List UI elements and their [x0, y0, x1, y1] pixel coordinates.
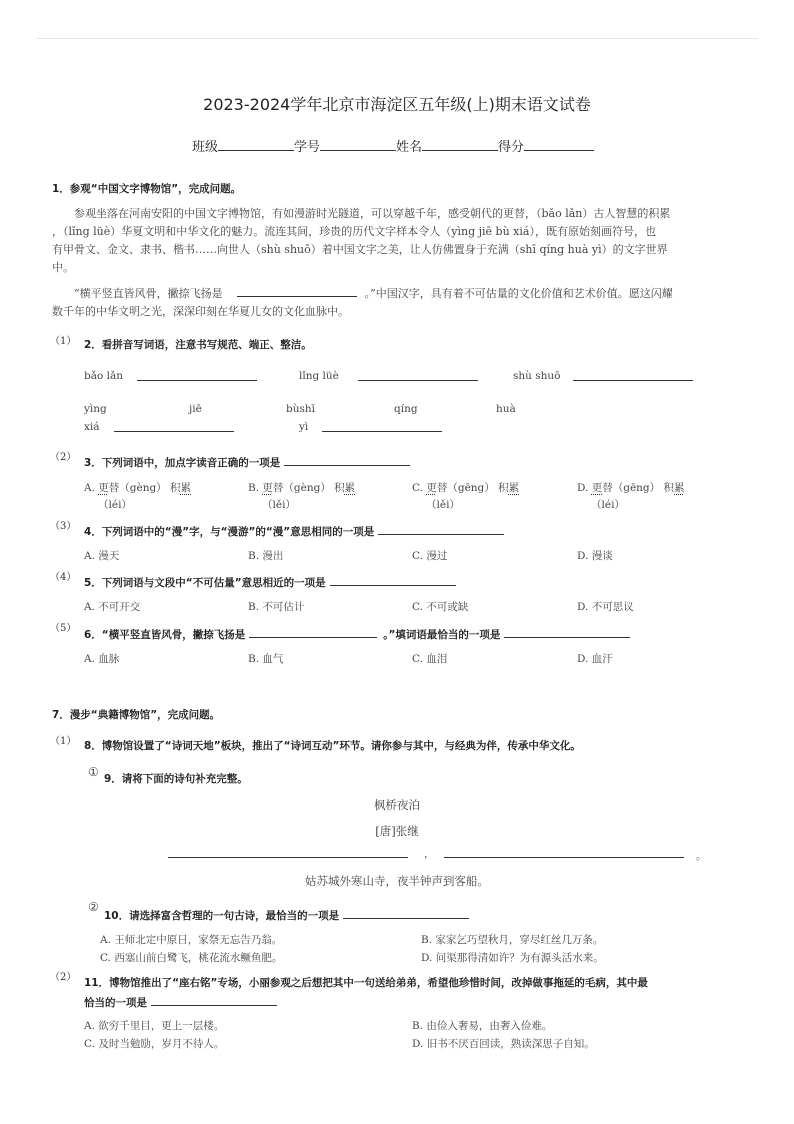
passage-line: 数千年的中华文明之光，深深印刻在华夏儿女的文化血脉中。: [52, 305, 349, 318]
name-label: 姓名: [396, 140, 423, 155]
option-a[interactable]: A. 王师北定中原日，家祭无忘告乃翁。: [100, 934, 283, 946]
option-c[interactable]: C. 血泪: [412, 653, 448, 665]
sub-question-number: （1）: [50, 736, 77, 747]
option-a[interactable]: A. 血脉: [84, 653, 120, 665]
question-11-text: 11．博物馆推出了“座右铭”专场，小丽参观之后想把其中一句送给弟弟，希望他珍惜时间，改掉做事拖延的毛病，其中最: [84, 977, 648, 989]
option-d[interactable]: D. 血汗: [577, 653, 613, 665]
pinyin-text: yìng: [84, 403, 107, 415]
question-11-text: [84, 994, 277, 1010]
answer-blank[interactable]: [249, 626, 377, 638]
passage-line: 有甲骨文、金文、隶书、楷书……向世人（shù shuō）着中国文字之美，让人仿佛置身于充满（shī qíng huà yì）的文字世界: [52, 243, 668, 256]
question-3-text: [84, 454, 410, 470]
option-c[interactable]: C. 更替（gēng） 积累: [412, 482, 520, 494]
question-text: 恰当的一项是: [84, 997, 147, 1009]
question-8-text: 8．博物馆设置了“诗词天地”板块，推出了“诗词互动”环节。请你参与其中，与经典为伴，传承中华文化。: [84, 740, 581, 752]
question-2-text: 2．看拼音写词语，注意书写规范、端正、整洁。: [84, 339, 312, 351]
circle-1-marker: ①: [88, 765, 99, 779]
pinyin-text: lǐng lüè: [299, 370, 339, 382]
sub-question-number: （2）: [50, 972, 77, 983]
passage-line: 中。: [52, 261, 74, 274]
header-rule: [36, 38, 758, 39]
option-d[interactable]: D. 旧书不厌百回读，熟读深思子自知。: [412, 1038, 595, 1050]
pinyin-text: bǎo lǎn: [84, 370, 124, 382]
option-d[interactable]: D. 更替（gēng） 积累: [577, 482, 685, 494]
passage-text: 。”中国汉字，具有着不可估量的文化价值和艺术价值。愿这闪耀: [364, 287, 673, 300]
answer-blank[interactable]: [573, 369, 693, 384]
sub-question-number: （1）: [50, 336, 77, 347]
answer-blank[interactable]: [504, 626, 630, 638]
option-a[interactable]: A. 欲穷千里目，更上一层楼。: [84, 1020, 225, 1032]
score-field[interactable]: [524, 139, 594, 151]
option-b[interactable]: B. 更替（gèng） 积累: [248, 482, 356, 494]
answer-blank[interactable]: [330, 574, 456, 586]
question-text: 5．下列词语与文段中“不可估量”意思相近的一项是: [84, 577, 326, 589]
option-c[interactable]: C. 及时当勉励，岁月不待人。: [84, 1038, 225, 1050]
answer-blank[interactable]: [137, 369, 257, 384]
sub-question-number: （2）: [50, 452, 77, 463]
poem-author: [唐]张继: [375, 824, 419, 838]
question-text: 10．请选择富含哲理的一句古诗，最恰当的一项是: [104, 910, 340, 922]
answer-blank[interactable]: [322, 420, 442, 435]
student-no-field[interactable]: [320, 139, 396, 151]
answer-blank[interactable]: [378, 523, 504, 535]
question-6-text: [84, 626, 630, 642]
pinyin-text: qíng: [394, 403, 418, 415]
option-b[interactable]: B. 血气: [248, 653, 284, 665]
poem-comma: ，: [424, 848, 435, 860]
option-d-pinyin: （léi）: [591, 499, 625, 511]
poem-blank-1[interactable]: [168, 846, 408, 861]
answer-blank[interactable]: [237, 285, 357, 297]
answer-blank[interactable]: [358, 369, 478, 384]
question-7-heading: 7．漫步“典籍博物馆”，完成问题。: [52, 709, 221, 721]
option-c[interactable]: C. 不可或缺: [412, 601, 469, 613]
question-text: 4．下列词语中的“漫”字，与“漫游”的“漫”意思相同的一项是: [84, 526, 375, 538]
poem-period: 。: [696, 850, 707, 862]
passage-line: [74, 284, 673, 303]
sub-question-number: （3）: [50, 521, 77, 532]
option-a[interactable]: A. 更替（gèng） 积累: [84, 482, 192, 494]
pinyin-text: shù shuō: [513, 370, 561, 382]
poem-line: 姑苏城外寒山寺，夜半钟声到客船。: [305, 874, 489, 888]
question-text: 。”填词语最恰当的一项是: [383, 629, 501, 641]
sub-question-number: （5）: [50, 623, 77, 634]
option-b[interactable]: B. 不可估计: [248, 601, 305, 613]
answer-blank[interactable]: [151, 994, 277, 1006]
exam-title: 2023-2024学年北京市海淀区五年级(上)期末语文试卷: [203, 95, 591, 114]
class-label: 班级: [192, 140, 219, 155]
option-d[interactable]: D. 漫谈: [577, 550, 613, 562]
option-b[interactable]: B. 由俭入奢易，由奢入俭难。: [412, 1020, 553, 1032]
question-text: 3．下列词语中，加点字读音正确的一项是: [84, 457, 281, 469]
option-b-pinyin: （lěi）: [262, 499, 296, 511]
passage-text: “横平竖直皆风骨，撇捺飞扬是: [74, 287, 223, 300]
poem-title: 枫桥夜泊: [374, 798, 420, 812]
option-c[interactable]: C. 西塞山前白鹭飞，桃花流水鳜鱼肥。: [100, 952, 283, 964]
question-text: 6．“横平竖直皆风骨，撇捺飞扬是: [84, 629, 246, 641]
passage-line: 参观坐落在河南安阳的中国文字博物馆，有如漫游时光隧道，可以穿越千年，感受朝代的更替，（bǎo lǎn）古人智慧的积累: [74, 207, 671, 220]
poem-blank-2[interactable]: [444, 846, 684, 861]
option-a[interactable]: A. 不可开交: [84, 601, 141, 613]
class-field[interactable]: [218, 139, 294, 151]
passage-line: ，（lǐng lüè）华夏文明和中华文化的魅力。流连其间，珍贵的历代文字样本令人（yìng jiē bù xiá），既有原始刻画符号，也: [52, 225, 656, 238]
question-5-text: [84, 574, 456, 590]
option-c-pinyin: （lěi）: [426, 499, 460, 511]
option-a-pinyin: （léi）: [98, 499, 132, 511]
option-a[interactable]: A. 漫天: [84, 550, 120, 562]
circle-2-marker: ②: [88, 900, 99, 914]
option-d[interactable]: D. 问渠那得清如许？为有源头活水来。: [421, 952, 604, 964]
option-d[interactable]: D. 不可思议: [577, 601, 634, 613]
option-b[interactable]: B. 漫出: [248, 550, 284, 562]
question-10-text: [104, 907, 469, 923]
student-no-label: 学号: [294, 140, 321, 155]
question-1-heading: 1．参观“中国文字博物馆”，完成问题。: [52, 183, 242, 195]
answer-blank[interactable]: [284, 454, 410, 466]
pinyin-text: yì: [299, 421, 309, 433]
score-label: 得分: [498, 140, 525, 155]
pinyin-text: jiē: [189, 403, 202, 415]
student-info: [192, 136, 594, 155]
option-b[interactable]: B. 家家乞巧望秋月，穿尽红丝几万条。: [421, 934, 604, 946]
answer-blank[interactable]: [114, 420, 234, 435]
pinyin-text: huà: [496, 403, 516, 415]
option-c[interactable]: C. 漫过: [412, 550, 448, 562]
question-4-text: [84, 523, 504, 539]
pinyin-row: [84, 370, 123, 382]
pinyin-text: xiá: [84, 421, 100, 433]
sub-question-number: （4）: [50, 572, 77, 583]
name-field[interactable]: [422, 139, 498, 151]
pinyin-text: bùshī: [286, 403, 315, 415]
answer-blank[interactable]: [343, 907, 469, 919]
question-9-text: 9．请将下面的诗句补充完整。: [104, 773, 248, 785]
